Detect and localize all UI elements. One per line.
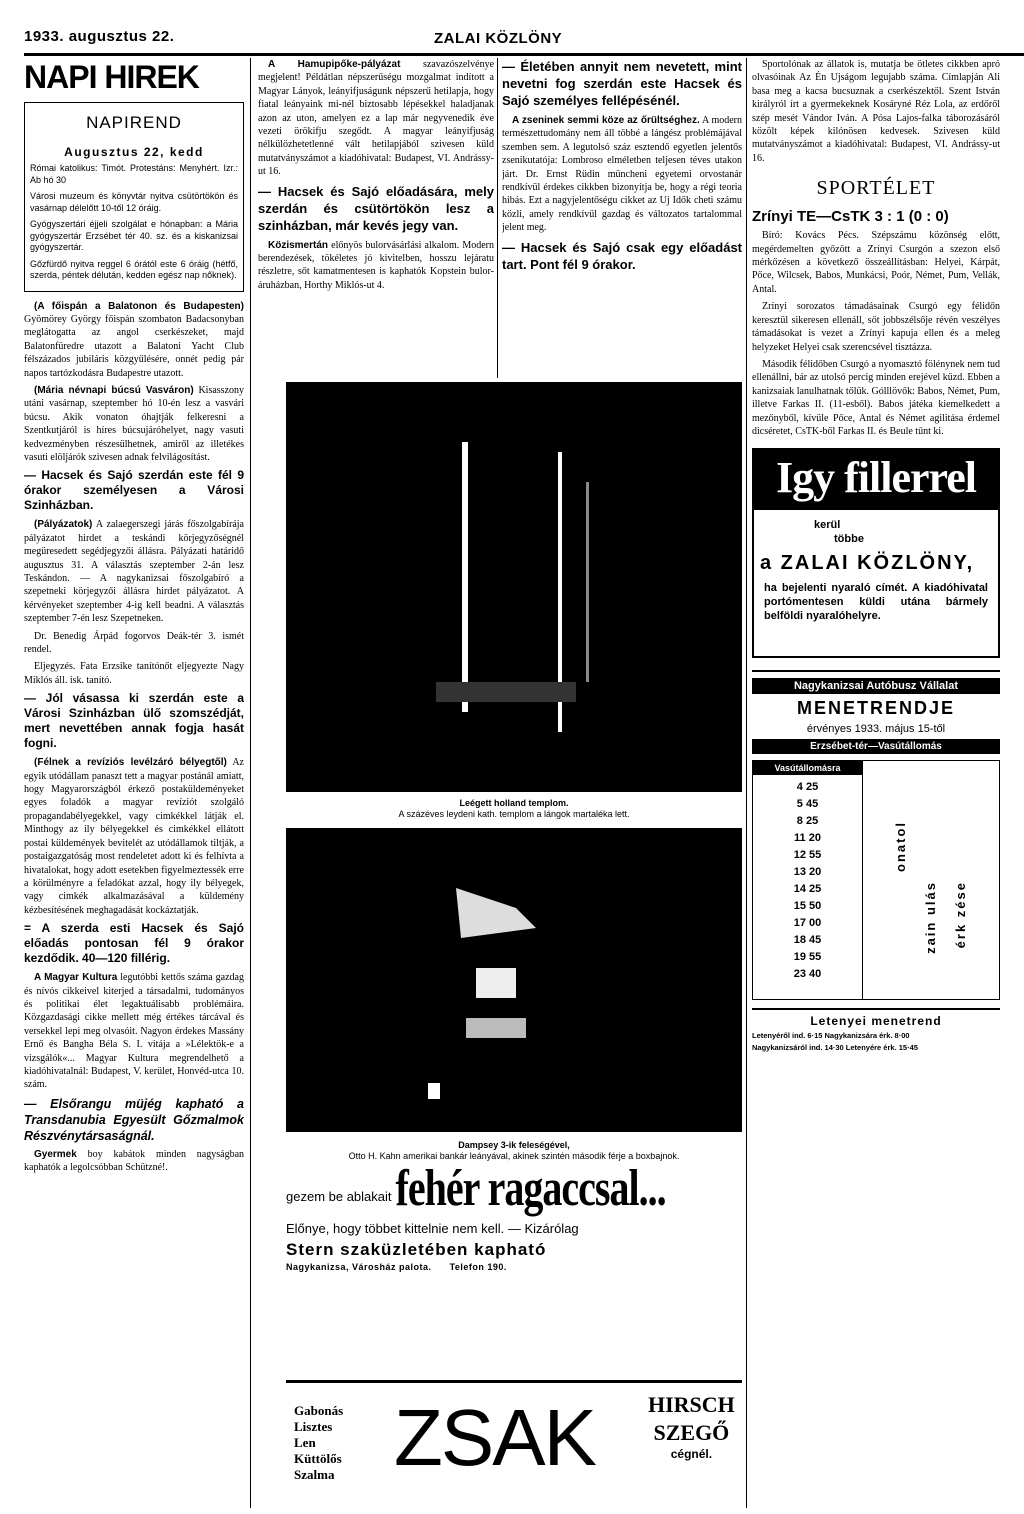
- news-item: A Hamupipőke-pályázat szavazószelvénye megjelent! Példátlan népszerűségu mozgalmat indított a Magyar Lányok, leányifjuságunk népszerű hetilapja, hogy fiatal leányaink mi-nél biztosabb lépésekkel haladjanak azon az uton, amelyen ez a lap már negyvenedik éve vezeti örökifju szegődt. A magyar leányifjuság nélkülözhetetlenné vált hetilapjából szivesen küld mutatványszámot a kiadóhivatal: Budapest, VI. Andrássy-ut 16.: [258, 59, 494, 178]
- timetable-time: 12 55: [793, 849, 822, 862]
- ad-line: gezem be ablakait: [286, 1189, 392, 1204]
- fillerrel-kerul: kerül többe: [814, 519, 864, 546]
- sport-paragraph: Bíró: Kovács Pécs. Szépszámu közönség előtt, megérdemelten győzött a Zrínyi Csurgón a szezon első mérkőzésen a következő összeállításban: Helyei, Kárpát, Pőce, Wilcsek, Babos, Munkácsi, Poór, Német, Pum, Vellák, Antal.: [752, 230, 1000, 295]
- napirend-line: Gyógyszertári éjjeli szolgálat e hónapban: a Mária gyógyszertár Erzsébet tér 40. sz. és a kiskanizsai gyógyszertár.: [30, 219, 238, 252]
- caption-text: Otto H. Kahn amerikai bankár leányával, akinek szintén második férje a boxbajnok.: [348, 1151, 680, 1161]
- ragacs-ad: [286, 1158, 742, 1272]
- fillerrel-desc: ha bejelenti nyaraló címét. A kiadóhivatal portómentesen küldi utána bármely belföldi nyaralóhelyre.: [764, 582, 988, 623]
- zsak-title: ZSAK: [394, 1393, 595, 1482]
- match-score: Zrínyi TE—CsTK 3 : 1 (0 : 0): [752, 208, 949, 226]
- caption-title: Leégett holland templom.: [459, 798, 569, 808]
- column-rule: [497, 58, 498, 378]
- timetable-time: 5 45: [796, 798, 819, 811]
- timetable-route: Erzsébet-tér—Vasútállomás: [752, 739, 1000, 754]
- sport-paragraph: Második félidőben Csurgó a nyomasztó fölénynek nem tud ellenállni, bár az utolsó percig minden erejével küzd. Ebben a kanizsaiak lanulhatnak tőlük. Gólllövők: Babos, Német, Pum, illetve Farkas II. (11-esből). Babos játéka kiemelkedett a mezőnyből, kívüle Pőce, Antal és Német agilitása érdemel dicséretet, CsTK-ből Farkas II. és Beule tűnt ki.: [752, 358, 1000, 437]
- issue-date: 1933. augusztus 22.: [24, 28, 175, 45]
- news-item: Gyermek boy kabátok minden nagyságban kaphatók a legolcsóbban Schützné!.: [24, 1148, 244, 1174]
- ad-line: Előnye, hogy többet kittelnie nem kell. — Kizárólag: [286, 1221, 579, 1236]
- news-headline: — Hacsek és Sajó szerdán este fél 9 órakor személyesen a Városi Szinházban.: [24, 468, 244, 513]
- column-rule: [250, 58, 251, 1508]
- news-item: (A főispán a Balatonon és Budapesten) Gyömörey György főispán szombaton Badacsonyban meglátogatta az angol cserkészeket, majd Balatonfüredre utazott a Balatoni Yacht Club félszázados jubiláris közgyűlésére, onnét pedig pár napos tartózkodásra Budapestre utazott.: [24, 300, 244, 379]
- timetable-company: Nagykanizsai Autóbusz Vállalat: [752, 678, 1000, 694]
- timetable-vertical: érk zése: [953, 881, 968, 949]
- zsak-firm: HIRSCH SZEGŐ cégnél.: [648, 1392, 735, 1461]
- sport-paragraph: Zrínyi sorozatos támadásainak Csurgó egy félidőn keresztül sikeresen ellenáll, sőt jobbszélsője révén veszélyes támadásokat is vezet a Zrínyi kapuja ellen és a meleg helyzeket Helyei csak szerencsével tisztázza.: [752, 301, 1000, 353]
- timetable-time: 4 25: [796, 781, 819, 794]
- timetable-time: 18 45: [793, 934, 822, 947]
- fillerrel-ad: [752, 448, 1000, 658]
- dampsey-photo-image: [286, 828, 742, 1132]
- news-headline: = A szerda esti Hacsek és Sajó előadás pontosan fél 9 órakor kezdődik. 40—120 fillérig.: [24, 921, 244, 966]
- caption-text: A százéves leydeni kath. templom a lángok martaléka lett.: [398, 809, 630, 819]
- timetable-valid: érvényes 1933. május 15-től: [806, 723, 946, 736]
- section-title: NAPI HIREK: [24, 59, 199, 95]
- church-photo: [286, 382, 742, 792]
- napirend-date: Augusztus 22, kedd: [64, 145, 204, 159]
- caption-title: Dampsey 3-ik feleségével,: [458, 1140, 570, 1150]
- sport-title: SPORTÉLET: [816, 177, 936, 200]
- news-headline: — Életében annyit nem nevetett, mint nevetni fog szerdán este Hacsek és Sajó személyes fellépésénél.: [502, 59, 742, 108]
- timetable-time: 15 50: [793, 900, 822, 913]
- timetable-head: Vasútállomásra: [753, 761, 862, 775]
- napirend-title: NAPIREND: [86, 113, 182, 132]
- timetable-table: [752, 760, 1000, 1000]
- column-3: [502, 58, 742, 378]
- fillerrel-headline: Igy fillerrel: [754, 450, 998, 510]
- news-headline: — Jól vásassa ki szerdán este a Városi Szinházban ülő szomszédját, mert nevettében annak fogja hasát fogni.: [24, 691, 244, 751]
- timetable-time: 23 40: [793, 968, 822, 981]
- church-photo-image: [286, 382, 742, 792]
- news-item: (Mária névnapi búcsú Vasváron) Kisasszony utáni vasárnap, szeptember hó 10-én lesz a vasvári búcsu. Akik vonaton óhajtják felkeresni a Szentkutjáról is híres búcsujáróhelyet, nagy vasuti kedvezményben részesülhetnek, amiről az illetékes vasuti elöljárók szivesen adnak felvilágosítást.: [24, 384, 244, 463]
- news-item: A zseninek semmi köze az őrültséghez. A modern természettudomány nem áll többé a lángész problémájával szemben sem. A legutolsó száz esztendő egyetlen jelentős zsenikutatója: Lombroso elméletben teljesen téves utakon járt. Dr. Ernst Rüdin müncheni egyetemi orvostanár rendkívül érdekes cikkben bizonyítja be, hogy a régi teoria hibás. Ezt a nagyjelentőségu cikket az Uj Idők cheti számu közli, amely rendkívül gazdag és változatos tartalommal jelent meg.: [502, 115, 742, 234]
- ad-shop: Stern szaküzletében kapható: [286, 1240, 547, 1259]
- news-headline: — Hacsek és Sajó előadására, mely szerdán és csütörtökön lesz a szinházban, már kevés jegy van.: [258, 183, 494, 233]
- news-item: Eljegyzés. Fata Erzsike tanítónőt eljegyezte Nagy Miklós áll. isk. tanító.: [24, 661, 244, 686]
- news-item: (Félnek a revíziós levélzáró bélyegtől) Az egyik utódállam panaszt tett a magyar postánál amiatt, hogy Magyarországból érkező postaküldeményeket egyes foladók a magyar revíziót szolgáló propagandabélyegekkel, vagy cimkékkel látják el. Minthogy az ily bélyegekkel és cimkékkel ellátott postai küldemények bevitelét az utódállamok tiltják, a postaigazgatóság most rendeletet adott ki és felhívta a hivatalokat, hogy adott esetekben figyelmeztessék erre a körülményre a feladókat azzal, hogy ily bélyegek, vagy cimkék alkalmazásával a küldemény kézbesítésének meghagadását kockáztatják.: [24, 757, 244, 916]
- bus-timetable: [752, 670, 1000, 1052]
- ad-address: Nagykanizsa, Városház palota. Telefon 190.: [286, 1262, 507, 1272]
- timetable-left: [753, 761, 863, 999]
- column-4: [752, 58, 1000, 1508]
- news-item: Sportolónak az állatok is, mutatja be ötletes cikkben apró olvasóinak Az Én Ujságom legujabb száma. Címlapján Ali basa meg a kacsa bucsuznak a cserkészektől. Szent István királyról írt a gyermekeknek Kosáryné Réz Lola, az erdőről szép mesét Vándor Iván. A Pósa Lajos-falka táborozásáról közölt képek kilónösen kedvesek. Szivesen küld mutatványszámot a kiadóhivatal: Budapest, VI. Andrássy-ut 16.: [752, 59, 1000, 164]
- news-item: (Pályázatok) A zalaegerszegi járás főszolgabírája pályázatot hirdet a teskándi körjegyzőségnél megüresedett segédjegyzői állásra. Pályázati határidő augusztus 31. A választás szeptember 2-án lesz Teskándon. — A nagykanizsai főszolgabíró a szepetneki körjegyzői állásra hirdet pályázatot. A kérvényeket szeptember 4-ig kell beadni. A választás szeptember 7-én lesz Szepetneken.: [24, 519, 244, 625]
- timetable-time: 17 00: [793, 917, 822, 930]
- paper-name: ZALAI KÖZLÖNY: [434, 30, 563, 47]
- ad-headline: fehér ragaccsal...: [395, 1158, 666, 1217]
- timetable-time: 8 25: [796, 815, 819, 828]
- column-1: [24, 58, 244, 1508]
- timetable-vertical: onatol: [893, 821, 908, 873]
- zsak-ad: [286, 1380, 742, 1496]
- napirend-line: Városi muzeum és könyvtár nyitva csütörtökön és vasárnap délelőtt 10-től 12 óráig.: [30, 191, 238, 213]
- news-headline: — Hacsek és Sajó csak egy előadást tart. Pont fél 9 órakor.: [502, 239, 742, 272]
- letenye-row: Nagykanizsáról ind. 14·30 Letenyére érk. 15·45: [752, 1043, 918, 1053]
- fillerrel-paper: a ZALAI KÖZLÖNY,: [760, 552, 975, 575]
- timetable-right: [863, 761, 999, 999]
- news-item: A Magyar Kultura legutóbbi kettős száma gazdag és nívós cikkeivel kiterjed a társadalmi, tudományos és politikai élet legaktuálisabb problémáira. Közgazdasági cikke mellett még értékes tárcával és versekkel lepi meg olvasóit. Nagyon érdekes Massány Ernő és Bangha Béla S. I. vitája a »Lélektök-e a vizsgálók«... Magyar Kultura megrendelhető a kiadóhivatalnál: Budapest, V. kerület, Honvéd-utca 10. szám.: [24, 972, 244, 1091]
- timetable-time: 14 25: [793, 883, 822, 896]
- timetable-title: MENETRENDJE: [796, 698, 956, 719]
- timetable-time: 11 20: [794, 832, 821, 845]
- letenye-row: Letenyéről ind. 6·15 Nagykanizsára érk. 8·00: [752, 1031, 910, 1041]
- column-2: [258, 58, 494, 378]
- napirend-line: Római katolikus: Timót. Protestáns: Menyhért. Izr.: Ab hó 30: [30, 163, 238, 185]
- napirend-box: [24, 102, 244, 292]
- news-item: Dr. Benedig Árpád fogorvos Deák-tér 3. ismét rendel.: [24, 630, 244, 656]
- zsak-items: Gabonás Lisztes Len Küttölős Szalma: [294, 1403, 344, 1482]
- church-caption: [286, 798, 742, 820]
- letenye-title: Letenyei menetrend: [752, 1008, 1000, 1028]
- news-headline: — Elsőrangu müjég kapható a Transdanubia Egyesült Gőzmalmok Részvénytársaságnál.: [24, 1096, 244, 1143]
- timetable-vertical: zain ulás: [923, 881, 938, 955]
- timetable-times: [753, 779, 862, 983]
- timetable-time: 19 55: [793, 951, 822, 964]
- dampsey-photo: [286, 828, 742, 1132]
- news-item: Közismertán előnyös bulorvásárlási alkalom. Modern berendezések, tökéletes jó kivitelben, hosszu lejáratu részletre, sőt kamatmentesen is kaphatók Kopstein bulor-áruházban, Horthy Miklós-ut 4.: [258, 239, 494, 291]
- napirend-line: Gőzfürdő nyitva reggel 6 órától este 6 óráig (hétfő, szerda, péntek délután, kedden egész nap nőknek).: [30, 258, 238, 280]
- timetable-time: 13 20: [793, 866, 822, 879]
- column-rule: [746, 58, 747, 1508]
- masthead: [24, 28, 1024, 56]
